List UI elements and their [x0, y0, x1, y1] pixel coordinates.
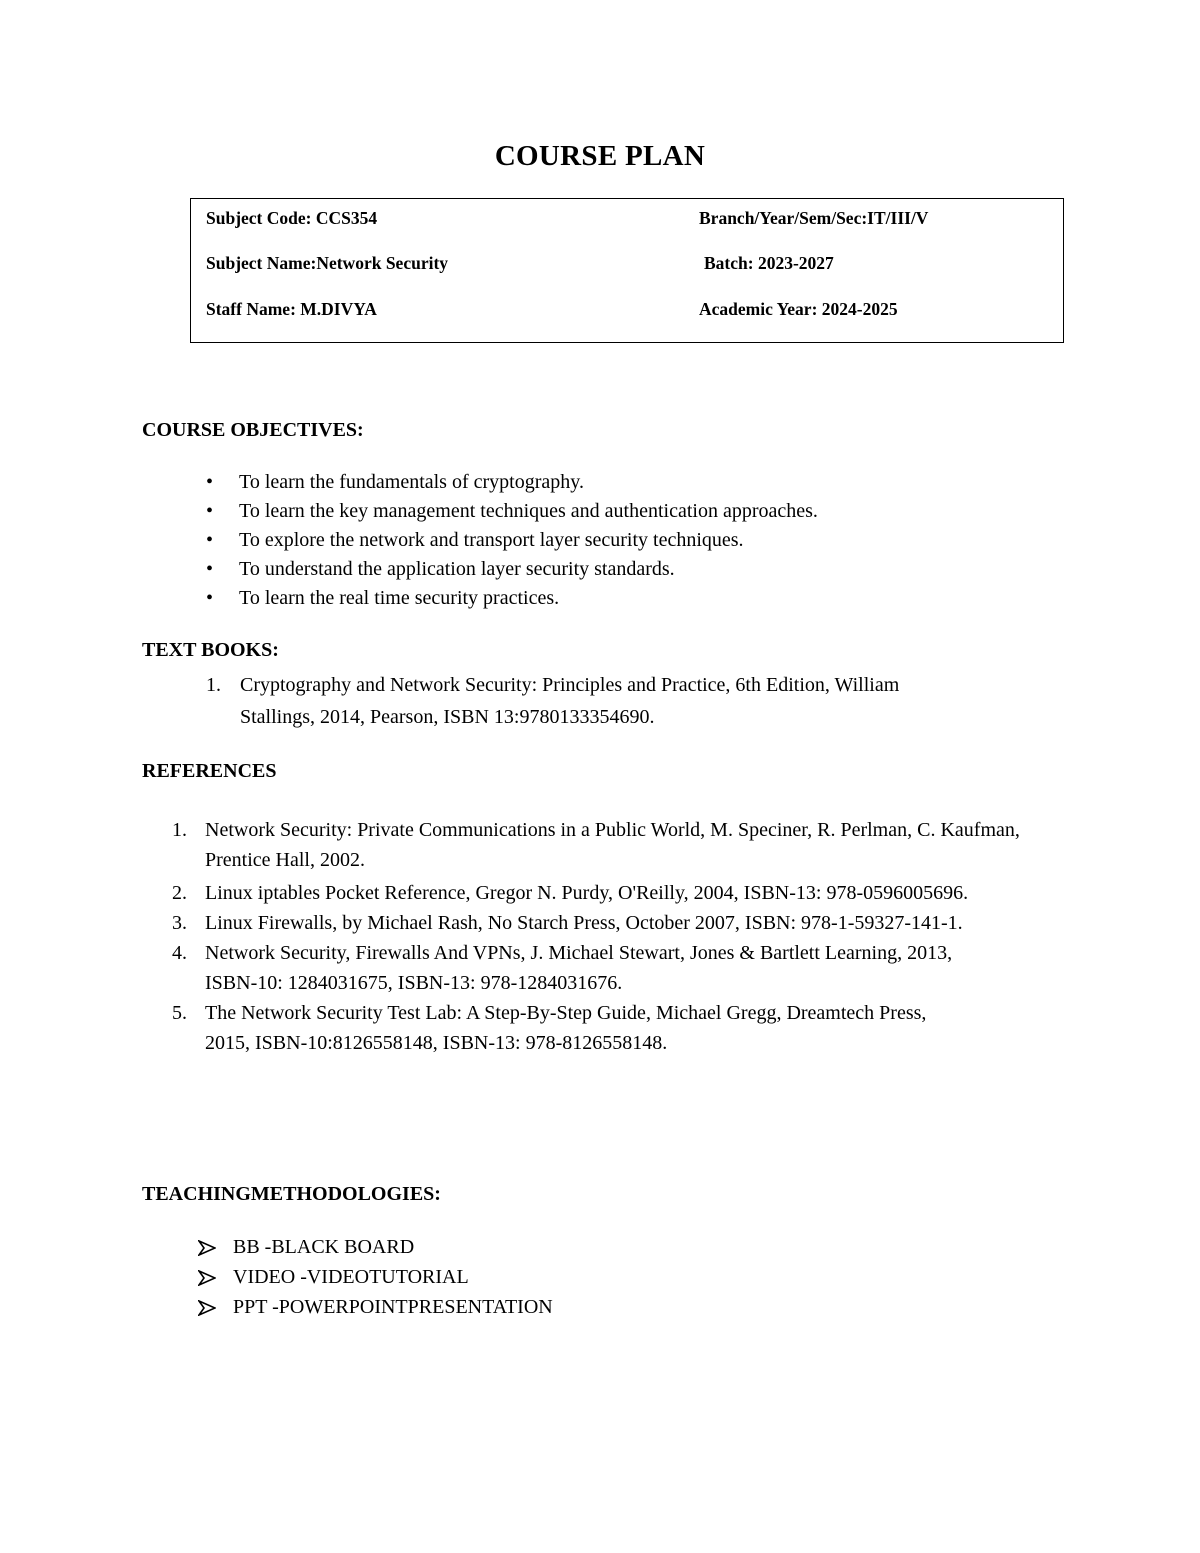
bullet-icon: • — [206, 500, 214, 522]
list-item: 4. Network Security, Firewalls And VPNs, J. Michael Stewart, Jones & Bartlett Learning, 2013, ISBN-10: 1284031675, ISBN-13: 978-1284031676. — [172, 942, 953, 994]
list-item: 3. Linux Firewalls, by Michael Rash, No Starch Press, October 2007, ISBN: 978-1-59327-141-1. — [172, 912, 963, 934]
textbooks-heading: TEXT BOOKS: — [142, 639, 279, 661]
arrow-bullet-icon — [198, 1300, 216, 1316]
bullet-icon: • — [206, 558, 214, 580]
methodologies-list — [198, 1233, 553, 1323]
subject-code: Subject Code: CCS354 — [206, 208, 378, 228]
list-item: • To explore the network and transport layer security techniques. — [200, 526, 818, 555]
branch-year-sem-sec: Branch/Year/Sem/Sec:IT/III/V — [699, 208, 929, 228]
bullet-icon: • — [206, 471, 214, 493]
arrow-bullet-icon — [198, 1240, 216, 1256]
methodologies-heading: TEACHINGMETHODOLOGIES: — [142, 1183, 441, 1205]
list-item: • To learn the fundamentals of cryptography. — [200, 468, 818, 497]
batch: Batch: 2023-2027 — [704, 253, 834, 273]
bullet-icon: • — [206, 587, 214, 609]
academic-year: Academic Year: 2024-2025 — [699, 299, 898, 319]
list-item: PPT -POWERPOINTPRESENTATION — [198, 1293, 553, 1323]
list-item: • To understand the application layer security standards. — [200, 555, 818, 584]
list-item: • To learn the real time security practices. — [200, 584, 818, 613]
list-item: • To learn the key management techniques and authentication approaches. — [200, 497, 818, 526]
list-item: 5. The Network Security Test Lab: A Step-By-Step Guide, Michael Gregg, Dreamtech Press, 2015, ISBN-10:8126558148, ISBN-13: 978-8126558148. — [172, 1002, 927, 1054]
references-heading: REFERENCES — [142, 760, 277, 782]
references-list — [168, 815, 1045, 1058]
bullet-icon: • — [206, 529, 214, 551]
list-item: BB -BLACK BOARD — [198, 1233, 553, 1263]
list-item: 1. Network Security: Private Communications in a Public World, M. Speciner, R. Perlman, C. Kaufman, Prentice Hall, 2002. — [172, 819, 1020, 871]
staff-name: Staff Name: M.DIVYA — [206, 299, 377, 319]
objectives-list — [200, 468, 818, 613]
course-info-box — [190, 198, 1064, 343]
arrow-bullet-icon — [198, 1270, 216, 1286]
list-item: 2. Linux iptables Pocket Reference, Gregor N. Purdy, O'Reilly, 2004, ISBN-13: 978-0596005696. — [172, 882, 969, 904]
list-item: VIDEO -VIDEOTUTORIAL — [198, 1263, 553, 1293]
page-title: COURSE PLAN — [494, 140, 706, 172]
textbooks-list — [200, 669, 960, 733]
subject-name: Subject Name:Network Security — [206, 253, 449, 273]
list-item: 1. Cryptography and Network Security: Principles and Practice, 6th Edition, William Stallings, 2014, Pearson, ISBN 13:9780133354690. — [206, 674, 900, 728]
objectives-heading: COURSE OBJECTIVES: — [142, 419, 364, 441]
